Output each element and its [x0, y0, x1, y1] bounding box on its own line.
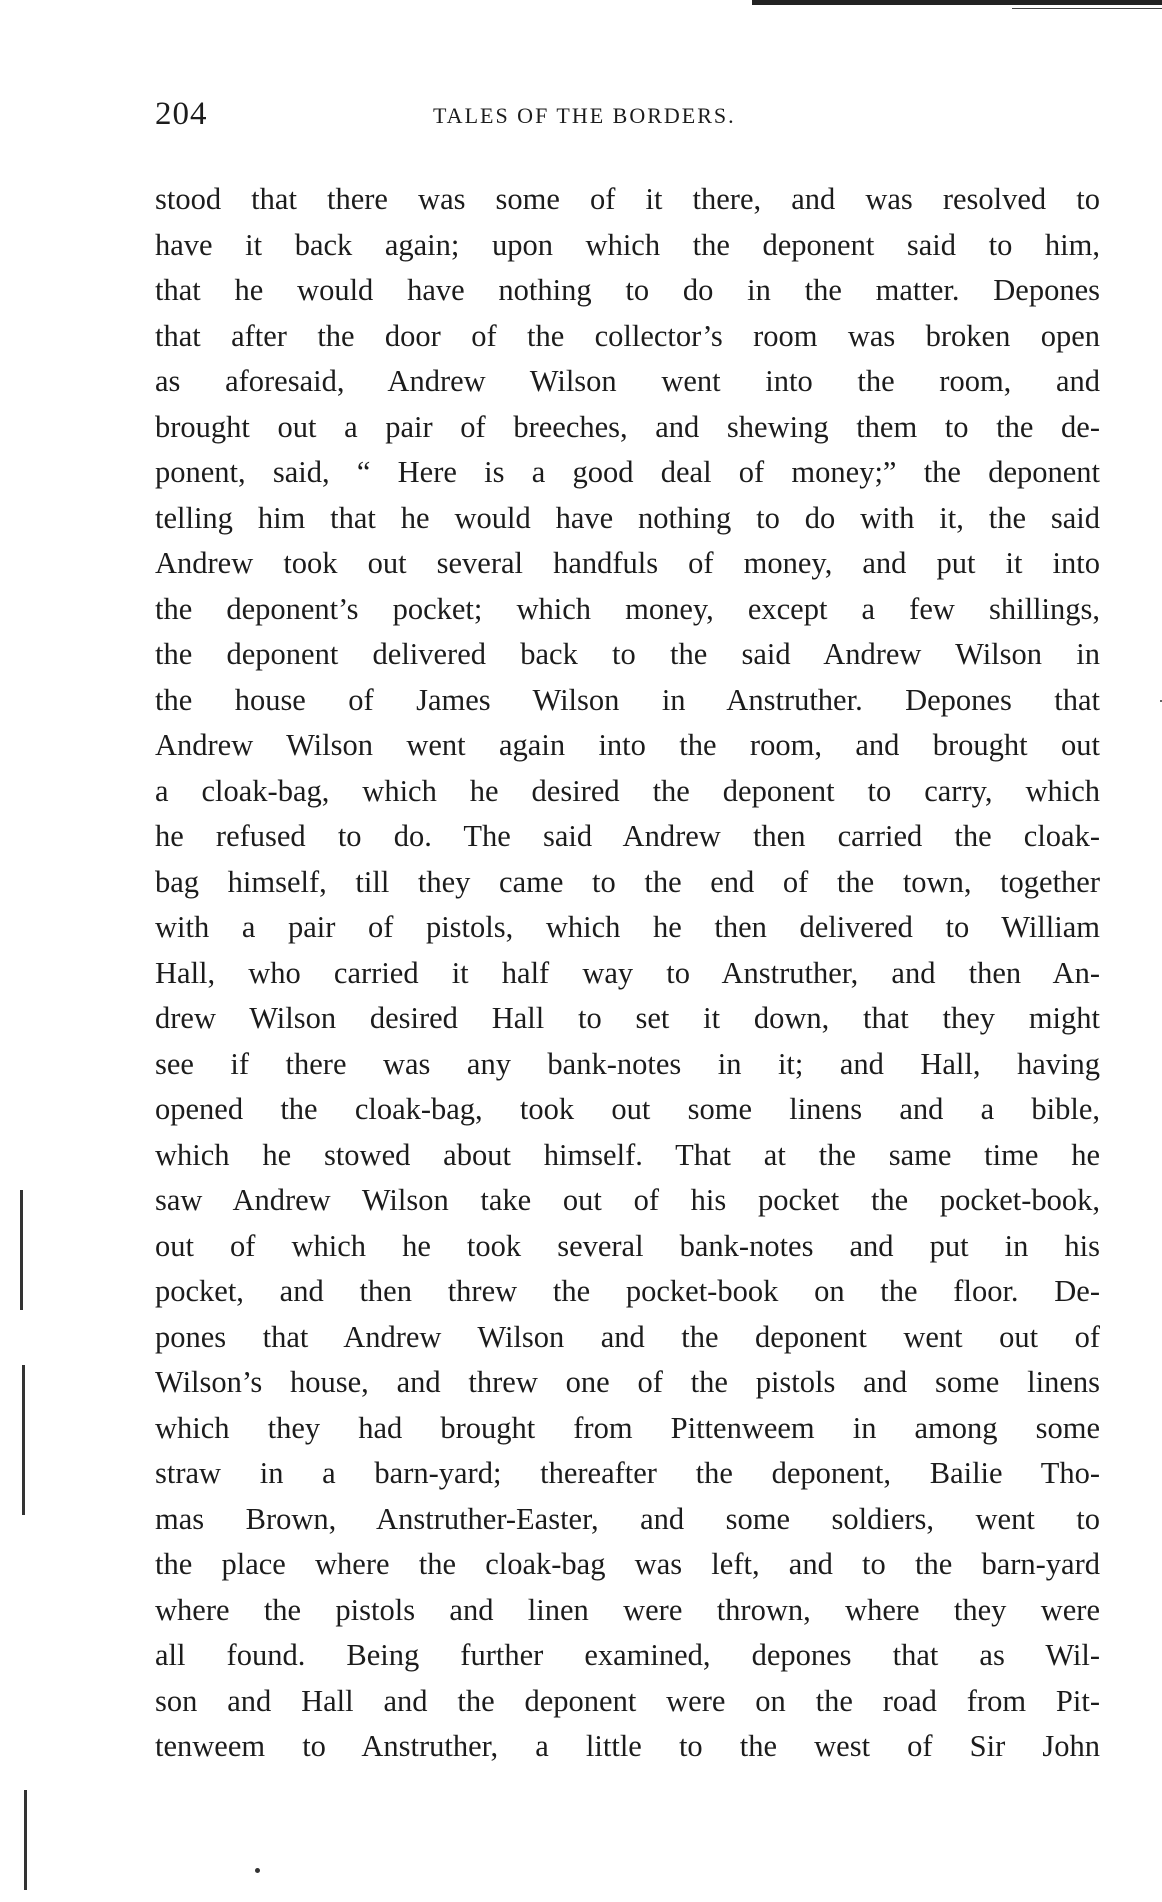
text-line: stood that there was some of it there, and was resolved to: [155, 182, 1100, 216]
text-line: which he stowed about himself. That at the same time he: [155, 1137, 1100, 1172]
text-line: bag himself, till they came to the end of the town, together: [155, 864, 1100, 899]
text-line: the deponent delivered back to the said Andrew Wilson in: [155, 637, 1100, 671]
text-line: the deponent’s pocket; which money, except a few shillings,: [155, 591, 1100, 626]
text-line: which they had brought from Pittenweem in among some: [155, 1410, 1100, 1445]
scan-artifact: [255, 1868, 260, 1873]
running-head: TALES OF THE BORDERS.: [433, 103, 736, 128]
text-line: straw in a barn-yard; thereafter the deponent, Bailie Tho-: [155, 1456, 1100, 1490]
text-line: all found. Being further examined, depones that as Wil-: [155, 1638, 1100, 1672]
body-text: [155, 177, 1100, 1770]
top-edge-rule: [752, 0, 1162, 5]
text-line: Andrew took out several handfuls of money, and put it into: [155, 546, 1100, 580]
text-line: out of which he took several bank-notes and put in his: [155, 1228, 1100, 1263]
scan-artifact: [24, 1790, 27, 1890]
scan-artifact: [20, 1190, 23, 1310]
text-line: Wilson’s house, and threw one of the pistols and some linens: [155, 1365, 1100, 1399]
text-line: pones that Andrew Wilson and the deponent went out of: [155, 1319, 1100, 1354]
text-line: saw Andrew Wilson take out of his pocket the pocket-book,: [155, 1183, 1100, 1217]
text-line: ponent, said, “ Here is a good deal of money;” the deponent: [155, 455, 1100, 489]
text-line: drew Wilson desired Hall to set it down, that they might: [155, 1001, 1100, 1035]
text-line: that he would have nothing to do in the matter. Depones: [155, 273, 1100, 307]
text-line: have it back again; upon which the deponent said to him,: [155, 227, 1100, 262]
text-line: the house of James Wilson in Anstruther. Depones that: [155, 682, 1100, 717]
top-edge-rule-thin: [1012, 8, 1162, 9]
text-line: son and Hall and the deponent were on the road from Pit-: [155, 1683, 1100, 1718]
text-line: where the pistols and linen were thrown, where they were: [155, 1592, 1100, 1627]
text-line: Hall, who carried it half way to Anstruther, and then An-: [155, 955, 1100, 990]
text-line: a cloak-bag, which he desired the deponent to carry, which: [155, 773, 1100, 808]
page-header: [155, 96, 1100, 136]
page-number: 204: [155, 96, 208, 132]
text-line: telling him that he would have nothing to do with it, the said: [155, 500, 1100, 535]
text-line: pocket, and then threw the pocket-book on the floor. De-: [155, 1274, 1100, 1308]
text-line: mas Brown, Anstruther-Easter, and some soldiers, went to: [155, 1501, 1100, 1536]
text-line: opened the cloak-bag, took out some linens and a bible,: [155, 1092, 1100, 1126]
text-line: he refused to do. The said Andrew then carried the cloak-: [155, 819, 1100, 853]
text-line: as aforesaid, Andrew Wilson went into the room, and: [155, 364, 1100, 398]
text-line: tenweem to Anstruther, a little to the west of Sir John: [155, 1729, 1100, 1763]
text-line: brought out a pair of breeches, and shewing them to the de-: [155, 409, 1100, 444]
text-line: the place where the cloak-bag was left, and to the barn-yard: [155, 1547, 1100, 1581]
text-line: with a pair of pistols, which he then delivered to William: [155, 910, 1100, 944]
text-line: see if there was any bank-notes in it; and Hall, having: [155, 1046, 1100, 1081]
text-line: Andrew Wilson went again into the room, and brought out: [155, 728, 1100, 762]
text-line: that after the door of the collector’s room was broken open: [155, 318, 1100, 353]
scan-artifact: [22, 1365, 25, 1515]
